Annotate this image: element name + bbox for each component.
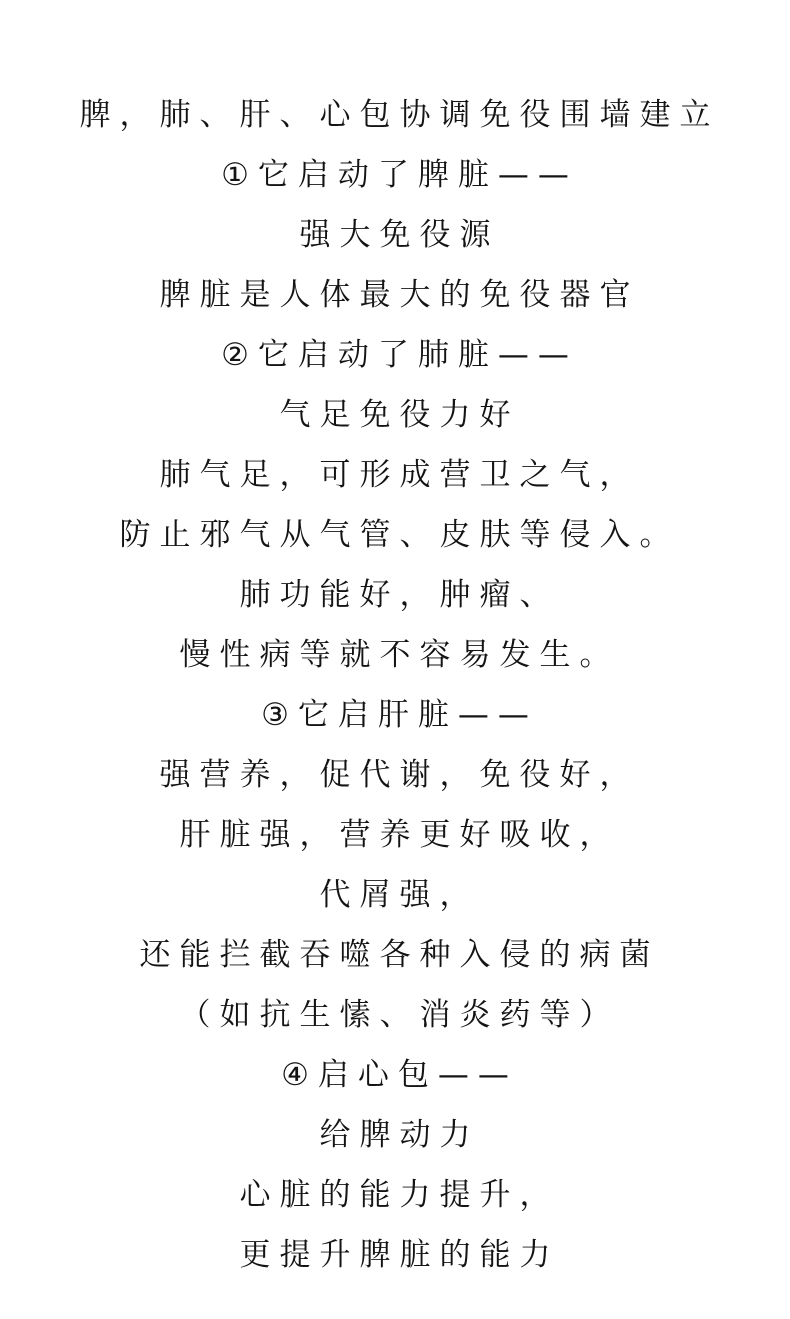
section-1-title: ①它启动了脾脏—— <box>221 157 578 193</box>
text-line: 强大免役源 <box>299 217 500 253</box>
section-3-title: ③它启肝脏—— <box>261 697 538 733</box>
heading-line: 脾，肺、肝、心包协调免役围墙建立 <box>79 97 720 133</box>
section-4-title: ④启心包—— <box>281 1057 518 1093</box>
text-line: 代屑强， <box>319 877 480 913</box>
text-line: 脾脏是人体最大的免役器官 <box>159 277 640 313</box>
text-line: （如抗生愫、消炎药等） <box>179 997 620 1033</box>
text-line: 防止邪气从气管、皮肤等侵入。 <box>119 517 680 553</box>
text-line: 肝脏强，营养更好吸收， <box>179 817 620 853</box>
section-2-title: ②它启动了肺脏—— <box>221 337 578 373</box>
text-line: 给脾动力 <box>319 1117 480 1153</box>
text-line: 强营养，促代谢，免役好， <box>159 757 640 793</box>
text-line: 慢性病等就不容易发生。 <box>179 637 620 673</box>
text-line: 更提升脾脏的能力 <box>239 1237 560 1273</box>
text-line: 气足免役力好 <box>279 397 520 433</box>
text-line: 心脏的能力提升， <box>239 1177 560 1213</box>
text-line: 还能拦截吞噬各种入侵的病菌 <box>139 937 660 973</box>
text-line: 肺气足，可形成营卫之气， <box>159 457 640 493</box>
article-body <box>0 85 790 1285</box>
text-line: 肺功能好，肿瘤、 <box>239 577 560 613</box>
